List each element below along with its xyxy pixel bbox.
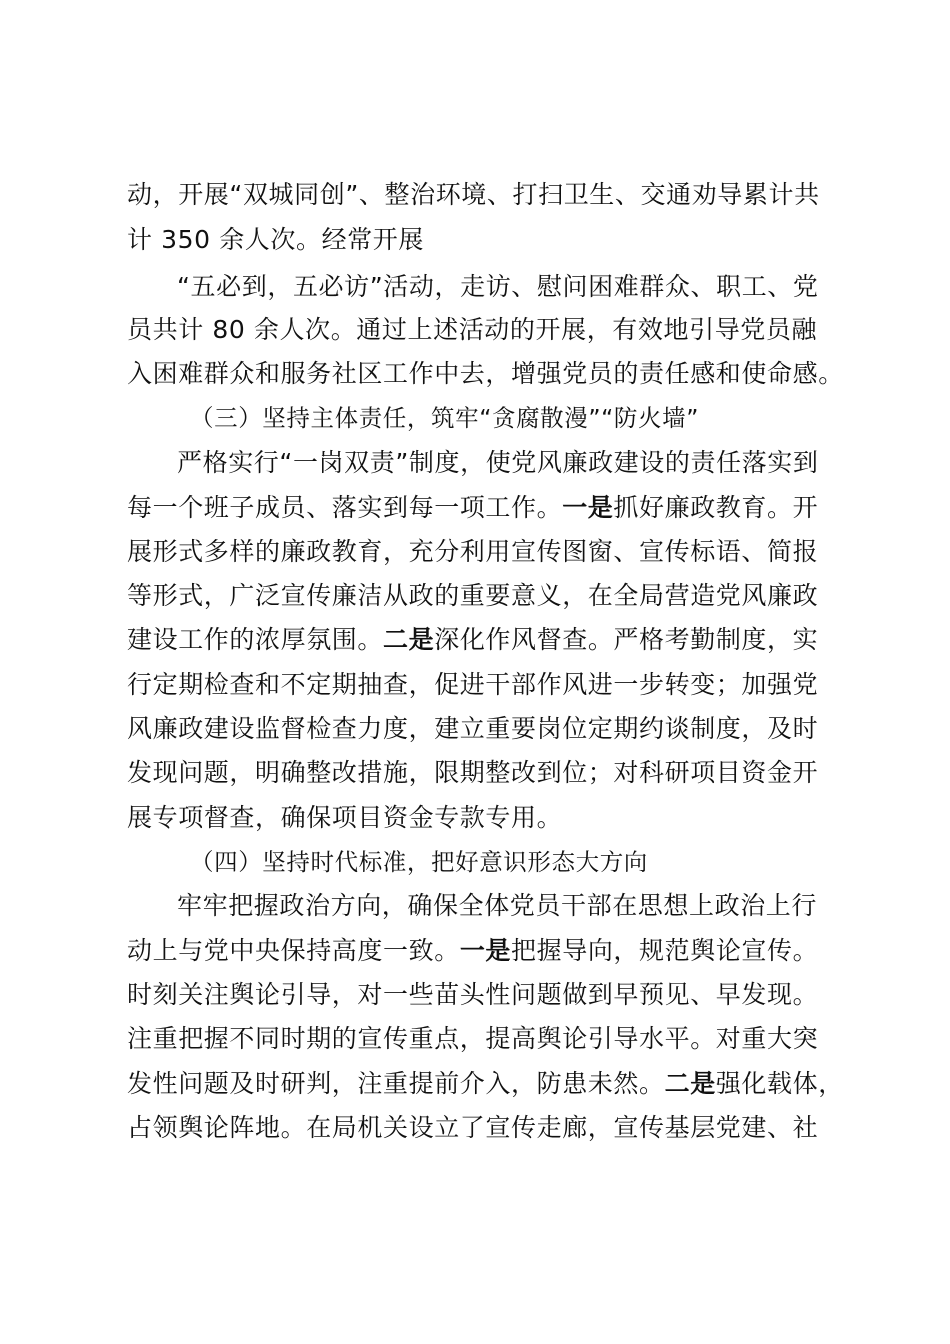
emphasis-keyword: 二是 [383, 625, 435, 654]
text-line [127, 929, 818, 973]
text-line: 注重把握不同时期的宣传重点，提高舆论引导水平。对重大突 [127, 1024, 819, 1053]
text-line [127, 618, 818, 662]
text-line: 时刻关注舆论引导，对一些苗头性问题做到早预见、早发现。 [127, 980, 819, 1009]
text-run: 发性问题及时研判，注重提前介入，防患未然。 [127, 1069, 665, 1098]
text-line: 动，开展“双城同创”、整治环境、打扫卫生、交通劝导累计共 [127, 180, 820, 209]
text-line: 展形式多样的廉政教育，充分利用宣传图窗、宣传标语、简报 [127, 537, 819, 566]
text-line: 等形式，广泛宣传廉洁从政的重要意义，在全局营造党风廉政 [127, 581, 819, 610]
text-run: 每一个班子成员、落实到每一项工作。 [127, 493, 563, 522]
text-line: 牢牢把握政治方向，确保全体党员干部在思想上政治上行 [177, 891, 818, 920]
section-heading-4: （四）坚持时代标准，把好意识形态大方向 [190, 848, 648, 876]
text-line: 展专项督查，确保项目资金专款专用。 [127, 803, 563, 832]
text-line: 严格实行“一岗双责”制度，使党风廉政建设的责任落实到 [177, 448, 819, 477]
emphasis-keyword: 二是 [664, 1069, 716, 1098]
text-line: 计 350 余人次。经常开展 [127, 225, 425, 254]
text-run: 把握导向，规范舆论宣传。 [511, 936, 819, 965]
emphasis-keyword: 一是 [459, 936, 512, 965]
emphasis-keyword: 一是 [562, 493, 614, 522]
text-line [127, 486, 818, 530]
text-run: 抓好廉政教育。开 [613, 493, 819, 522]
text-line: 风廉政建设监督检查力度，建立重要岗位定期约谈制度，及时 [127, 714, 819, 743]
text-run: 深化作风督查。严格考勤制度，实 [434, 625, 819, 654]
text-line [127, 1062, 844, 1106]
text-line: 发现问题，明确整改措施，限期整改到位；对科研项目资金开 [127, 758, 819, 787]
text-run: 强化载体， [715, 1069, 844, 1098]
text-line: “五必到，五必访”活动，走访、慰问困难群众、职工、党 [177, 272, 819, 301]
text-run: 建设工作的浓厚氛围。 [127, 625, 384, 654]
text-line: 入困难群众和服务社区工作中去，增强党员的责任感和使命感。 [127, 359, 844, 388]
text-line: 占领舆论阵地。在局机关设立了宣传走廊，宣传基层党建、社 [127, 1113, 819, 1142]
section-heading-3: （三）坚持主体责任，筑牢“贪腐散漫”“防火墙” [190, 404, 699, 432]
text-run: 动上与党中央保持高度一致。 [127, 936, 460, 965]
text-line: 员共计 80 余人次。通过上述活动的开展，有效地引导党员融 [127, 315, 818, 344]
text-line: 行定期检查和不定期抽查，促进干部作风进一步转变；加强党 [127, 670, 819, 699]
